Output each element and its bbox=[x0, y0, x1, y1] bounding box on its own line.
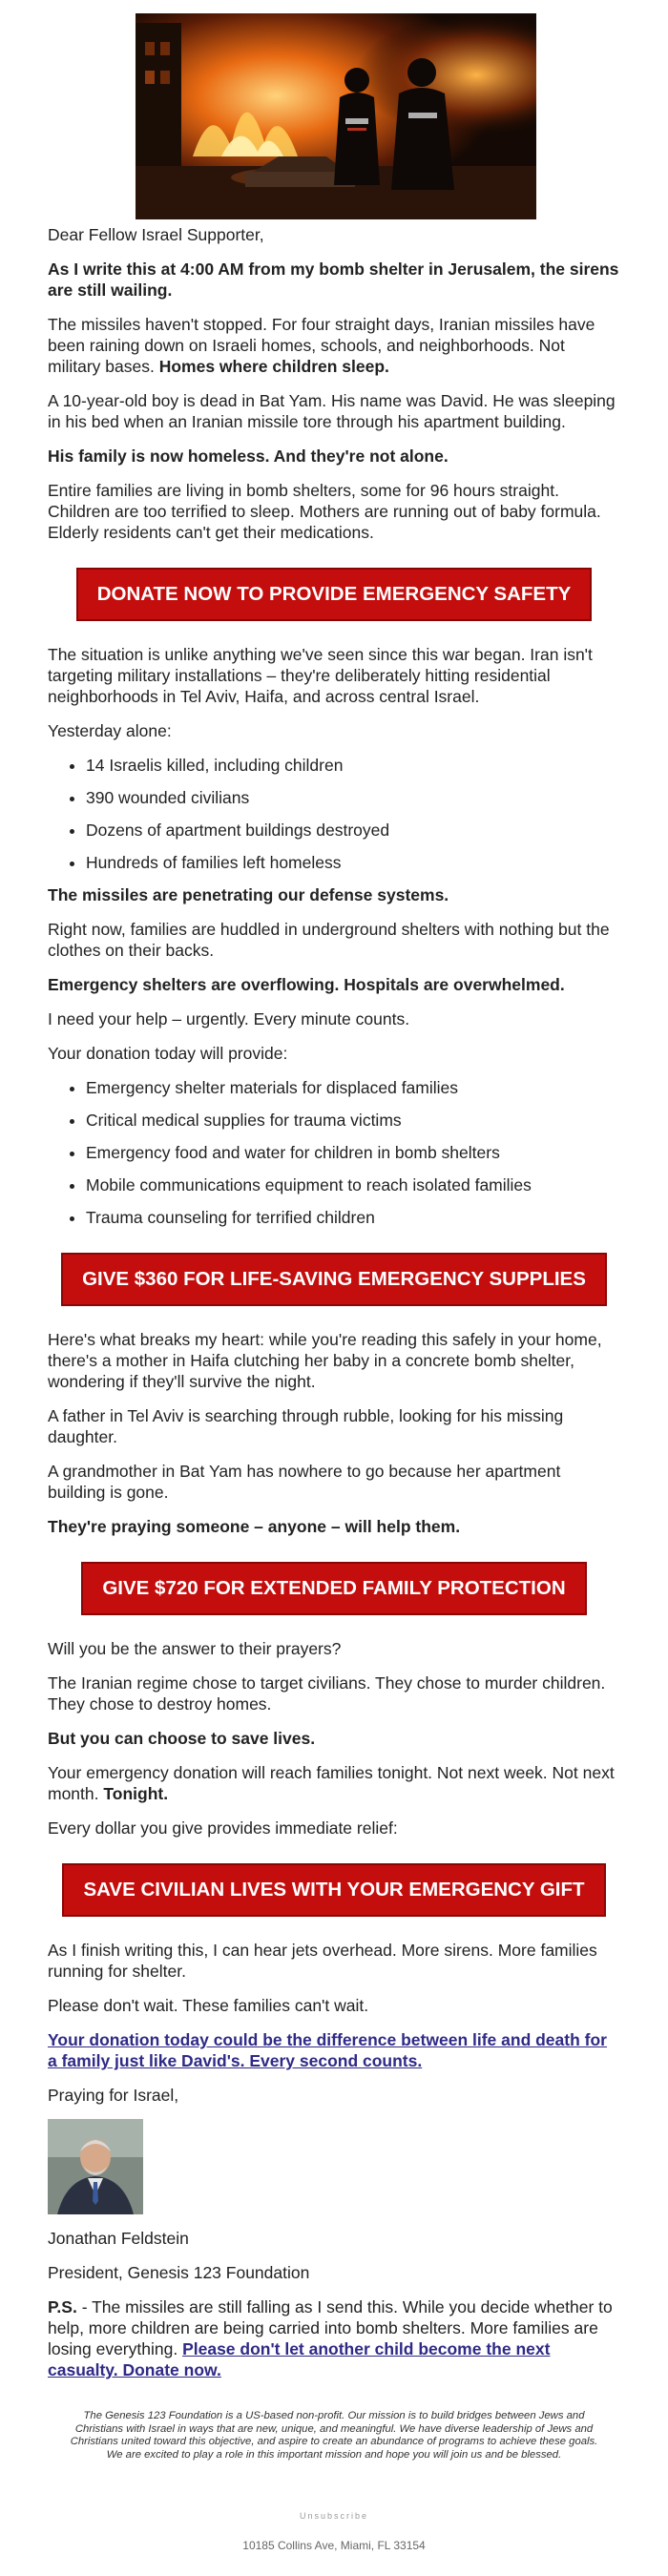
paragraph-dont-wait: Please don't wait. These families can't wait. bbox=[48, 1996, 369, 2015]
list-item: • Mobile communications equipment to reach isolated families bbox=[86, 1174, 620, 1195]
list-item: • Emergency food and water for children in bomb shelters bbox=[86, 1142, 620, 1163]
list-item: • 390 wounded civilians bbox=[86, 787, 620, 808]
cta-row-2 bbox=[48, 1253, 620, 1306]
greeting: Dear Fellow Israel Supporter, bbox=[48, 225, 264, 244]
paragraph-david: A 10-year-old boy is dead in Bat Yam. His name was David. He was sleeping in his bed when an Iranian missile tore through his apartment building. bbox=[48, 391, 616, 431]
list-item: • Dozens of apartment buildings destroyed bbox=[86, 820, 620, 841]
paragraph-heart: Here's what breaks my heart: while you're reading this safely in your home, there's a mother in Haifa clutching her baby in a concrete bomb shelter, wondering if they'll survive the night. bbox=[48, 1330, 602, 1391]
cta-row-1 bbox=[48, 568, 620, 621]
portrait-image bbox=[48, 2119, 143, 2214]
paragraph-grandmother: A grandmother in Bat Yam has nowhere to go because her apartment building is gone. bbox=[48, 1462, 561, 1502]
paragraph-huddled: Right now, families are huddled in underground shelters with nothing but the clothes on their backs. bbox=[48, 920, 610, 960]
paragraph-homeless: His family is now homeless. And they're not alone. bbox=[48, 447, 449, 466]
list-item: • Hundreds of families left homeless bbox=[86, 852, 620, 873]
footer-address: 10185 Collins Ave, Miami, FL 33154 bbox=[242, 2539, 426, 2552]
paragraph-defense: The missiles are penetrating our defense systems. bbox=[48, 885, 449, 904]
donate-now-button[interactable]: DONATE NOW TO PROVIDE EMERGENCY SAFETY bbox=[76, 568, 593, 621]
letter-content bbox=[48, 224, 620, 2394]
paragraph-father: A father in Tel Aviv is searching through rubble, looking for his missing daughter. bbox=[48, 1406, 564, 1446]
postscript-donate-link[interactable]: Please don't let another child become the next casualty. Donate now. bbox=[48, 2339, 551, 2379]
closing: Praying for Israel, bbox=[48, 2086, 179, 2105]
list-item: • Emergency shelter materials for displaced families bbox=[86, 1077, 620, 1098]
casualty-list bbox=[48, 755, 620, 873]
footer-about: The Genesis 123 Foundation is a US-based non-profit. Our mission is to build bridges between Jews and Christians with Israel in ways that are new, unique, and meaningful. We have diverse leadership of Jews and Christians united toward this objective, and aspire to create an abundance of programs to achieve these goals. We are excited to play a role in this important mission and hope you will join us and be blessed. bbox=[70, 2410, 598, 2461]
signature-title: President, Genesis 123 Foundation bbox=[48, 2263, 310, 2282]
fire-scene-image bbox=[136, 13, 536, 219]
paragraph-regime: The Iranian regime chose to target civilians. They chose to murder children. They chose to destroy homes. bbox=[48, 1673, 606, 1714]
paragraph-provide: Your donation today will provide: bbox=[48, 1044, 288, 1063]
donation-link[interactable]: Your donation today could be the difference between life and death for a family just like David's. Every second counts. bbox=[48, 2030, 607, 2070]
signature-photo bbox=[48, 2119, 143, 2214]
postscript: P.S. - The missiles are still falling as I send this. While you decide whether to help, more children are being carried into bomb shelters. More families are losing everything. Please don't let another child become the next casualty. Donate now. bbox=[48, 2297, 613, 2379]
give-720-button[interactable]: GIVE $720 FOR EXTENDED FAMILY PROTECTION bbox=[81, 1562, 586, 1615]
paragraph-jets: As I finish writing this, I can hear jets overhead. More sirens. More families running for shelter. bbox=[48, 1941, 597, 1981]
cta-row-4 bbox=[48, 1863, 620, 1917]
list-item: • 14 Israelis killed, including children bbox=[86, 755, 620, 776]
give-360-button[interactable]: GIVE $360 FOR LIFE-SAVING EMERGENCY SUPPLIES bbox=[61, 1253, 607, 1306]
donation-link-paragraph bbox=[48, 2029, 620, 2071]
cta-row-3 bbox=[48, 1562, 620, 1615]
opening-statement: As I write this at 4:00 AM from my bomb shelter in Jerusalem, the sirens are still wailing. bbox=[48, 260, 619, 300]
signature-name: Jonathan Feldstein bbox=[48, 2229, 189, 2248]
paragraph-overflowing: Emergency shelters are overflowing. Hospitals are overwhelmed. bbox=[48, 975, 565, 994]
paragraph-answer: Will you be the answer to their prayers? bbox=[48, 1639, 342, 1658]
hero-photo bbox=[136, 13, 536, 219]
list-item: • Critical medical supplies for trauma victims bbox=[86, 1110, 620, 1131]
provisions-list bbox=[48, 1077, 620, 1228]
paragraph-tonight: Your emergency donation will reach families tonight. Not next week. Not next month. Tonight. bbox=[48, 1763, 615, 1803]
list-item: • Trauma counseling for terrified children bbox=[86, 1207, 620, 1228]
paragraph-praying: They're praying someone – anyone – will help them. bbox=[48, 1517, 461, 1536]
paragraph-need-help: I need your help – urgently. Every minute counts. bbox=[48, 1009, 410, 1028]
save-lives-button[interactable]: SAVE CIVILIAN LIVES WITH YOUR EMERGENCY GIFT bbox=[62, 1863, 605, 1917]
unsubscribe-link[interactable]: Unsubscribe bbox=[299, 2511, 369, 2521]
paragraph-situation: The situation is unlike anything we've seen since this war began. Iran isn't targeting military installations – they're deliberately hitting residential neighborhoods in Tel Aviv, Haifa, and across central Israel. bbox=[48, 645, 593, 706]
paragraph-choose: But you can choose to save lives. bbox=[48, 1729, 316, 1748]
paragraph-missiles: The missiles haven't stopped. For four straight days, Iranian missiles have been raining down on Israeli homes, schools, and neighborhoods. Not military bases. Homes where children sleep. bbox=[48, 315, 595, 376]
paragraph-yesterday: Yesterday alone: bbox=[48, 721, 172, 740]
paragraph-every-dollar: Every dollar you give provides immediate relief: bbox=[48, 1818, 398, 1838]
paragraph-shelters: Entire families are living in bomb shelters, some for 96 hours straight. Children are too terrified to sleep. Mothers are running out of baby formula. Elderly residents can't get their medications. bbox=[48, 481, 601, 542]
